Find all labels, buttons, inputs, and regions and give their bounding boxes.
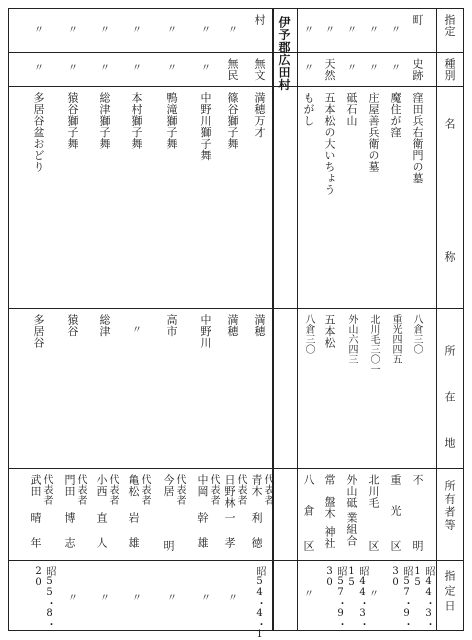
l1-designation: 村 (253, 14, 266, 26)
block-sep-left (272, 8, 274, 630)
r6-owner-top: 八 (302, 474, 315, 486)
row-sep-name (8, 308, 464, 309)
r2-name: 魔住が窪 (389, 92, 402, 138)
l1-owner-bottom: 利徳 (250, 512, 263, 562)
r1-owner-top: 不 (411, 474, 424, 486)
l4-name: 鴨滝獅子舞 (165, 92, 178, 150)
r6-date: 〃 (304, 589, 314, 600)
header-designation: 指定 (443, 14, 456, 37)
l7-name: 猿谷獅子舞 (66, 92, 79, 150)
r4-owner-top: 外山砥 (345, 474, 358, 509)
r1-owner-bottom: 明 (411, 540, 424, 552)
l8-location: 多居谷 (32, 314, 45, 349)
r2-owner-bottom: 区 (389, 540, 402, 552)
r3-owner-top: 北川毛 (367, 474, 380, 509)
l3-category: 〃 (201, 63, 211, 74)
r5-category: 天然 (323, 58, 336, 81)
l8-designation: 〃 (34, 25, 44, 36)
header-col-sep (436, 8, 437, 630)
l2-owner-bottom: 一孝 (223, 512, 236, 562)
r5-owner-mid: 盤木 (323, 496, 336, 519)
l5-owner-role: 代表者 (139, 474, 150, 506)
r1-location: 八倉三〇 (411, 314, 422, 354)
l5-owner-top: 亀松 (127, 474, 140, 497)
r3-owner-bottom: 区 (367, 540, 380, 552)
l6-owner-role: 代表者 (107, 474, 118, 506)
r4-category: 〃 (347, 63, 357, 74)
l3-location: 中野川 (199, 314, 212, 349)
l8-owner-bottom: 晴年 (29, 512, 42, 562)
l4-date: 〃 (167, 593, 177, 604)
l2-date: 〃 (228, 593, 238, 604)
l1-name: 満穂万才 (253, 92, 266, 138)
table-right-border (463, 8, 464, 630)
r3-category: 〃 (369, 63, 379, 74)
l8-category: 〃 (34, 63, 44, 74)
r5-location: 五本松 (323, 314, 336, 349)
l3-owner-role: 代表者 (208, 474, 219, 506)
table-left-border (8, 8, 9, 630)
r6-location: 八倉三〇 (303, 314, 314, 354)
r5-designation: 〃 (325, 25, 335, 36)
l5-location: 〃 (132, 325, 142, 336)
l2-owner-top: 日野林 (223, 474, 236, 509)
r4-name: 砥石山 (345, 92, 358, 127)
l8-owner-top: 武田 (29, 474, 42, 497)
l8-name: 多居谷盆おどり (32, 92, 45, 173)
l2-category: 無民 (226, 58, 239, 81)
l8-owner-role: 代表者 (41, 474, 52, 506)
l6-location: 総津 (98, 314, 111, 337)
l4-owner-top: 今居 (162, 474, 175, 497)
row-sep-location (8, 468, 464, 469)
l2-name: 篠谷獅子舞 (226, 92, 239, 150)
l2-location: 満穂 (226, 314, 239, 337)
l5-category: 〃 (132, 63, 142, 74)
l4-owner-role: 代表者 (174, 474, 185, 506)
header-owner: 所有者等 (443, 480, 456, 532)
header-name: 名 称 (443, 118, 456, 270)
r1-category: 史跡 (411, 58, 424, 81)
r5-owner-bottom: 神社 (323, 526, 336, 549)
header-date: 指定日 (443, 570, 456, 615)
l3-owner-top: 中岡 (196, 474, 209, 497)
l6-designation: 〃 (100, 25, 110, 36)
r2-owner-mid: 光 (389, 505, 402, 517)
r4-date: 昭44・3・15 (346, 566, 368, 629)
r1-designation: 町 (411, 14, 424, 26)
l7-owner-role: 代表者 (75, 474, 86, 506)
l1-location: 満穂 (253, 314, 266, 337)
l2-owner-role: 代表者 (235, 474, 246, 506)
r2-designation: 〃 (391, 25, 401, 36)
l1-category: 無文 (253, 58, 266, 81)
r2-date: 昭57・9・30 (390, 566, 412, 629)
l7-owner-bottom: 博志 (63, 512, 76, 562)
block-sep-right (297, 8, 298, 630)
r2-category: 〃 (391, 63, 401, 74)
row-sep-designation (8, 52, 464, 53)
l4-category: 〃 (167, 63, 177, 74)
table-top-border (8, 8, 464, 9)
row-sep-owner (8, 560, 464, 561)
r5-date: 昭57・9・30 (324, 566, 346, 629)
l4-owner-bottom: 明 (162, 540, 175, 552)
l4-designation: 〃 (167, 25, 177, 36)
l6-date: 〃 (100, 593, 110, 604)
r6-owner-bottom: 区 (302, 540, 315, 552)
village-title: 伊予郡広田村 (277, 16, 291, 91)
l6-category: 〃 (100, 63, 110, 74)
r6-owner-mid: 倉 (302, 505, 315, 517)
l5-name: 本村獅子舞 (130, 92, 143, 150)
header-category: 種別 (443, 58, 456, 81)
r3-date: 〃 (369, 589, 379, 600)
l3-date: 〃 (201, 593, 211, 604)
l8-date: 昭55・8・20 (33, 566, 55, 629)
l1-owner-role: 代表者 (262, 474, 273, 506)
l2-designation: 〃 (228, 25, 238, 36)
row-sep-category (8, 86, 464, 87)
r4-owner-mid: 業組合 (345, 512, 358, 547)
r5-name: 五本松の大いちょう (323, 92, 336, 196)
r2-owner-top: 重 (389, 474, 402, 486)
r5-owner-top: 常 (323, 474, 336, 486)
l7-category: 〃 (68, 63, 78, 74)
r3-location: 北川毛三〇一 (368, 314, 379, 374)
l7-location: 猿谷 (66, 314, 79, 337)
l1-date: 昭54・4・1 (254, 566, 265, 640)
l4-location: 高市 (165, 314, 178, 337)
l3-name: 中野川獅子舞 (199, 92, 212, 161)
l3-owner-bottom: 幹雄 (196, 512, 209, 562)
header-location: 所 在 地 (443, 345, 456, 460)
l7-designation: 〃 (68, 25, 78, 36)
l1-owner-top: 青木 (250, 474, 263, 497)
r4-location: 外山六四三 (346, 314, 357, 364)
r6-designation: 〃 (304, 25, 314, 36)
l6-name: 総津獅子舞 (98, 92, 111, 150)
r4-designation: 〃 (347, 25, 357, 36)
r6-name: もがし (302, 92, 315, 127)
l6-owner-bottom: 直人 (95, 512, 108, 562)
r1-name: 窪田兵右衛門の墓 (411, 92, 424, 184)
l5-date: 〃 (132, 593, 142, 604)
l7-owner-top: 門田 (63, 474, 76, 497)
l3-designation: 〃 (201, 25, 211, 36)
l7-date: 〃 (68, 593, 78, 604)
r3-name: 庄屋善兵衛の墓 (367, 92, 380, 173)
r6-category: 〃 (304, 63, 314, 74)
l5-owner-bottom: 岩雄 (127, 512, 140, 562)
r2-location: 重光四四五 (390, 314, 401, 364)
l5-designation: 〃 (132, 25, 142, 36)
l6-owner-top: 小西 (95, 474, 108, 497)
r1-date: 昭44・3・15 (412, 566, 434, 629)
r3-designation: 〃 (369, 25, 379, 36)
